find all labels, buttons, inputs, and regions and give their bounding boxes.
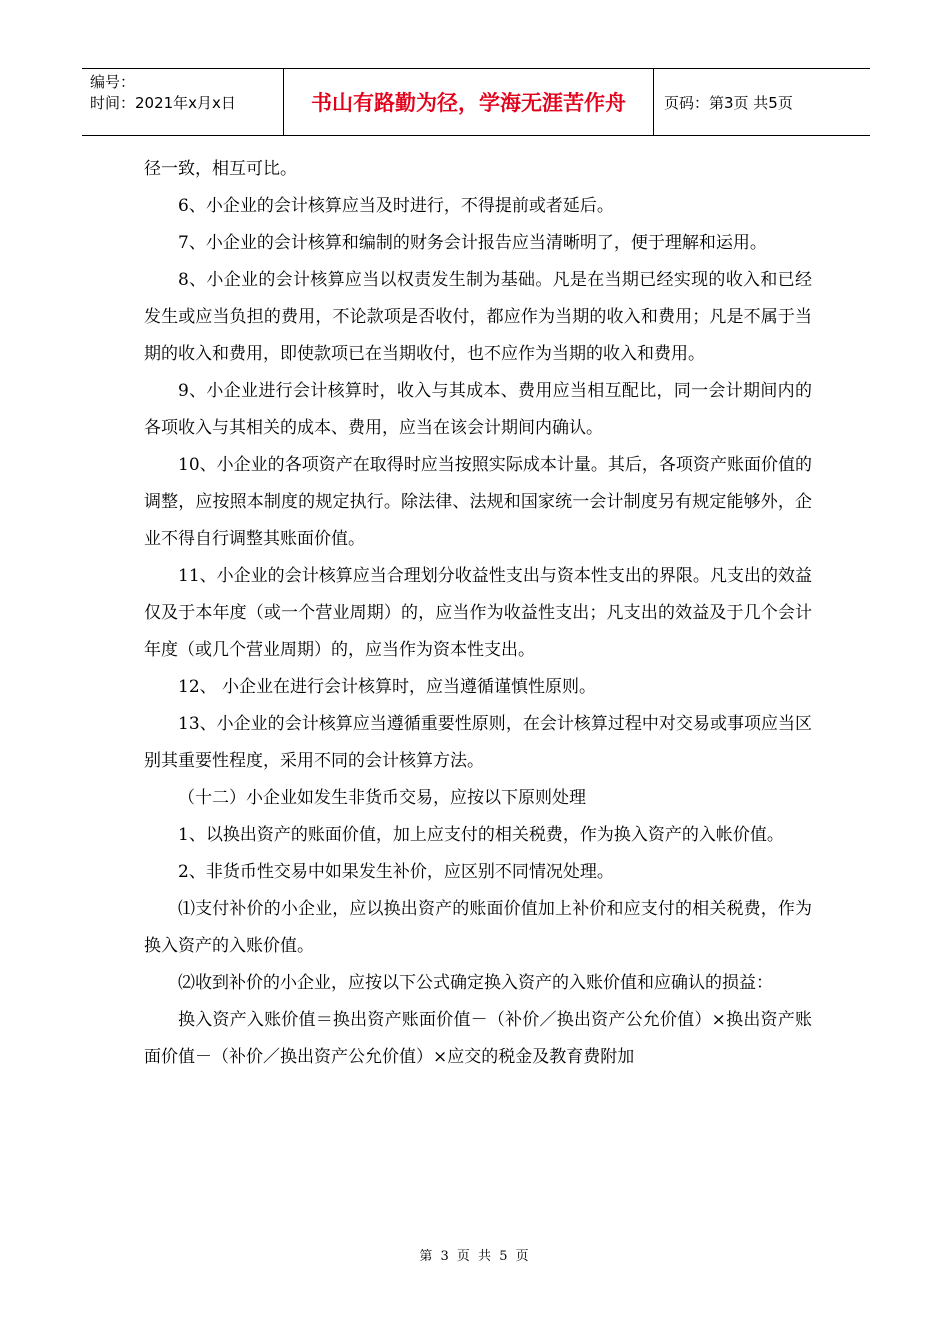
document-date-label: 时间：2021年x月x日 <box>90 94 236 112</box>
paragraph: ⑵收到补价的小企业，应按以下公式确定换入资产的入账价值和应确认的损益： <box>178 973 773 993</box>
paragraph: 10、小企业的各项资产在取得时应当按照实际成本计量。其后，各项资产账面价值的调整，应按照本制度的规定执行。除法律、法规和国家统一会计制度另有规定能够外，企业不得自行调整其账面价值。 <box>144 455 812 549</box>
header-meta <box>82 69 283 135</box>
paragraph: 7、小企业的会计核算和编制的财务会计报告应当清晰明了，便于理解和运用。 <box>178 233 767 253</box>
paragraph: 13、小企业的会计核算应当遵循重要性原则，在会计核算过程中对交易或事项应当区别其重要性程度，采用不同的会计核算方法。 <box>144 714 812 771</box>
header-page-number: 页码：第3页 共5页 <box>664 93 793 112</box>
page-header <box>82 68 870 136</box>
document-number-label: 编号： <box>90 73 136 91</box>
paragraph: 径一致，相互可比。 <box>144 159 297 179</box>
paragraph: 9、小企业进行会计核算时，收入与其成本、费用应当相互配比，同一会计期间内的各项收入与其相关的成本、费用，应当在该会计期间内确认。 <box>144 381 812 438</box>
paragraph: 2、非货币性交易中如果发生补价，应区别不同情况处理。 <box>178 862 614 882</box>
paragraph: ⑴支付补价的小企业，应以换出资产的账面价值加上补价和应支付的相关税费，作为换入资产的入账价值。 <box>144 899 812 956</box>
page-footer: 第 3 页 共 5 页 <box>419 1249 531 1264</box>
paragraph: 12、 小企业在进行会计核算时，应当遵循谨慎性原则。 <box>178 677 597 697</box>
document-body <box>144 151 812 1076</box>
paragraph: （十二）小企业如发生非货币交易，应按以下原则处理 <box>178 788 586 808</box>
paragraph: 8、小企业的会计核算应当以权责发生制为基础。凡是在当期已经实现的收入和已经发生或应当负担的费用，不论款项是否收付，都应作为当期的收入和费用；凡是不属于当期的收入和费用，即使款项已在当期收付，也不应作为当期的收入和费用。 <box>144 270 812 364</box>
paragraph: 11、小企业的会计核算应当合理划分收益性支出与资本性支出的界限。凡支出的效益仅及于本年度（或一个营业周期）的，应当作为收益性支出；凡支出的效益及于几个会计年度（或几个营业周期）的，应当作为资本性支出。 <box>144 566 812 660</box>
paragraph: 换入资产入账价值＝换出资产账面价值－（补价／换出资产公允价值）×换出资产账面价值－（补价／换出资产公允价值）×应交的税金及教育费附加 <box>144 1010 812 1067</box>
paragraph: 1、以换出资产的账面价值，加上应支付的相关税费，作为换入资产的入帐价值。 <box>178 825 784 845</box>
paragraph: 6、小企业的会计核算应当及时进行，不得提前或者延后。 <box>178 196 614 216</box>
header-motto: 书山有路勤为径，学海无涯苦作舟 <box>283 69 654 135</box>
